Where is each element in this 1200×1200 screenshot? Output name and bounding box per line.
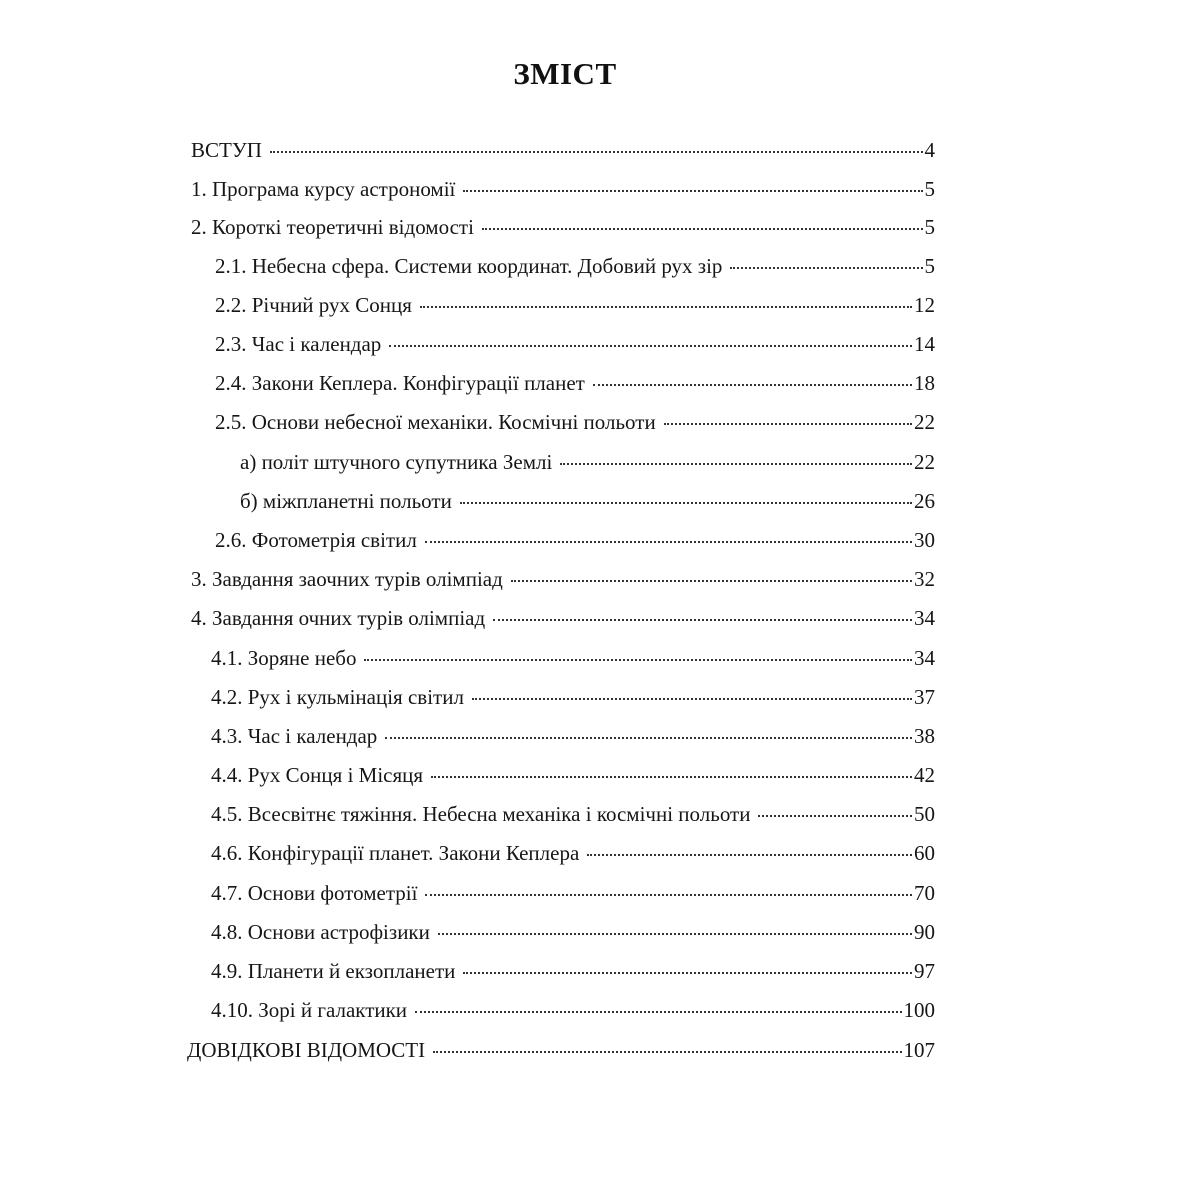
toc-entry <box>211 723 935 749</box>
toc-entry <box>211 919 935 945</box>
toc-entry-page-number: 97 <box>914 959 935 983</box>
dot-leader <box>493 619 912 621</box>
toc-entry-page-number: 107 <box>903 1038 935 1062</box>
toc-entry-label: 2.3. Час і календар <box>215 332 382 356</box>
dot-leader <box>438 933 912 935</box>
toc-entry-page-number: 12 <box>914 293 935 317</box>
toc-entry-page-number: 100 <box>903 998 935 1022</box>
dot-leader <box>425 894 912 896</box>
dot-leader <box>463 972 912 974</box>
toc-entry-label: 4.4. Рух Сонця і Місяця <box>211 763 424 787</box>
toc-entry <box>211 958 935 984</box>
toc-entry <box>215 370 935 396</box>
toc-entry <box>211 801 935 827</box>
toc-entry-label: 4.5. Всесвітнє тяжіння. Небесна механіка і космічні польоти <box>211 802 751 826</box>
toc-entry-page-number: 22 <box>914 450 935 474</box>
toc-entry-page-number: 4 <box>924 138 935 162</box>
dot-leader <box>472 698 912 700</box>
toc-entry <box>215 253 935 279</box>
toc-entry-label: 4.2. Рух і кульмінація світил <box>211 685 464 709</box>
toc-entry <box>240 449 935 475</box>
toc-entry-label: 4. Завдання очних турів олімпіад <box>191 606 486 630</box>
toc-entry-label: 3. Завдання заочних турів олімпіад <box>191 567 503 591</box>
dot-leader <box>560 463 912 465</box>
toc-entry-label: б) міжпланетні польоти <box>240 489 452 513</box>
toc-entry-page-number: 30 <box>914 528 935 552</box>
dot-leader <box>482 228 923 230</box>
toc-entry-label: 4.1. Зоряне небо <box>211 646 357 670</box>
toc-entry <box>215 527 935 553</box>
toc-entry-label: 2.4. Закони Кеплера. Конфігурації планет <box>215 371 585 395</box>
dot-leader <box>415 1011 901 1013</box>
toc-entry-page-number: 5 <box>924 177 935 201</box>
toc-entry-page-number: 26 <box>914 489 935 513</box>
toc-entry-page-number: 50 <box>914 802 935 826</box>
toc-entry-page-number: 34 <box>914 606 935 630</box>
dot-leader <box>758 815 912 817</box>
dot-leader <box>389 345 912 347</box>
toc-entry-page-number: 42 <box>914 763 935 787</box>
toc-entry-label: 4.8. Основи астрофізики <box>211 920 430 944</box>
dot-leader <box>730 267 922 269</box>
toc-entry-page-number: 14 <box>914 332 935 356</box>
toc-entry <box>211 997 935 1023</box>
toc-entry-page-number: 34 <box>914 646 935 670</box>
dot-leader <box>593 384 912 386</box>
toc-entry <box>240 488 935 514</box>
toc-entry-page-number: 70 <box>914 881 935 905</box>
dot-leader <box>420 306 912 308</box>
dot-leader <box>664 423 912 425</box>
toc-entry-page-number: 90 <box>914 920 935 944</box>
toc-entry <box>191 214 935 240</box>
toc-entry-label: 2.1. Небесна сфера. Системи координат. Добовий рух зір <box>215 254 723 278</box>
dot-leader <box>364 659 912 661</box>
toc-entry-page-number: 32 <box>914 567 935 591</box>
toc-entry-label: 4.9. Планети й екзопланети <box>211 959 456 983</box>
toc-entry-label: 2.5. Основи небесної механіки. Космічні польоти <box>215 410 656 434</box>
toc-entry-page-number: 38 <box>914 724 935 748</box>
toc-entry-label: ДОВІДКОВІ ВІДОМОСТІ <box>187 1038 426 1062</box>
toc-entry-page-number: 5 <box>924 215 935 239</box>
dot-leader <box>385 737 912 739</box>
toc-entry-page-number: 22 <box>914 410 935 434</box>
toc-entry <box>211 684 935 710</box>
toc-entry <box>191 566 935 592</box>
toc-entry <box>215 409 935 435</box>
dot-leader <box>431 776 912 778</box>
toc-entry <box>187 1037 935 1063</box>
toc-entry-label: 2. Короткі теоретичні відомості <box>191 215 474 239</box>
toc-entry <box>211 840 935 866</box>
toc-entry <box>215 331 935 357</box>
toc-entry-label: 4.7. Основи фотометрії <box>211 881 418 905</box>
toc-entry <box>191 137 935 163</box>
dot-leader <box>463 190 922 192</box>
toc-entry-label: 1. Програма курсу астрономії <box>191 177 456 201</box>
toc-entry-page-number: 5 <box>924 254 935 278</box>
toc-entry-page-number: 60 <box>914 841 935 865</box>
toc-entry-label: а) політ штучного супутника Землі <box>240 450 553 474</box>
toc-entry-label: 2.2. Річний рух Сонця <box>215 293 412 317</box>
toc-entry-label: 4.10. Зорі й галактики <box>211 998 408 1022</box>
toc-entry <box>211 762 935 788</box>
toc-entry <box>191 605 935 631</box>
toc-entry <box>211 880 935 906</box>
toc-entry <box>191 176 935 202</box>
dot-leader <box>511 580 912 582</box>
toc-entry-page-number: 37 <box>914 685 935 709</box>
toc-entry-label: 4.3. Час і календар <box>211 724 378 748</box>
dot-leader <box>270 151 923 153</box>
dot-leader <box>587 854 912 856</box>
page-title: ЗМІСТ <box>513 56 617 91</box>
toc-entry-label: 2.6. Фотометрія світил <box>215 528 417 552</box>
dot-leader <box>433 1051 901 1053</box>
toc-entry <box>211 645 935 671</box>
toc-entry-label: 4.6. Конфігурації планет. Закони Кеплера <box>211 841 580 865</box>
toc-entry <box>215 292 935 318</box>
dot-leader <box>425 541 912 543</box>
toc-entry-label: ВСТУП <box>191 138 262 162</box>
dot-leader <box>460 502 912 504</box>
toc-entry-page-number: 18 <box>914 371 935 395</box>
